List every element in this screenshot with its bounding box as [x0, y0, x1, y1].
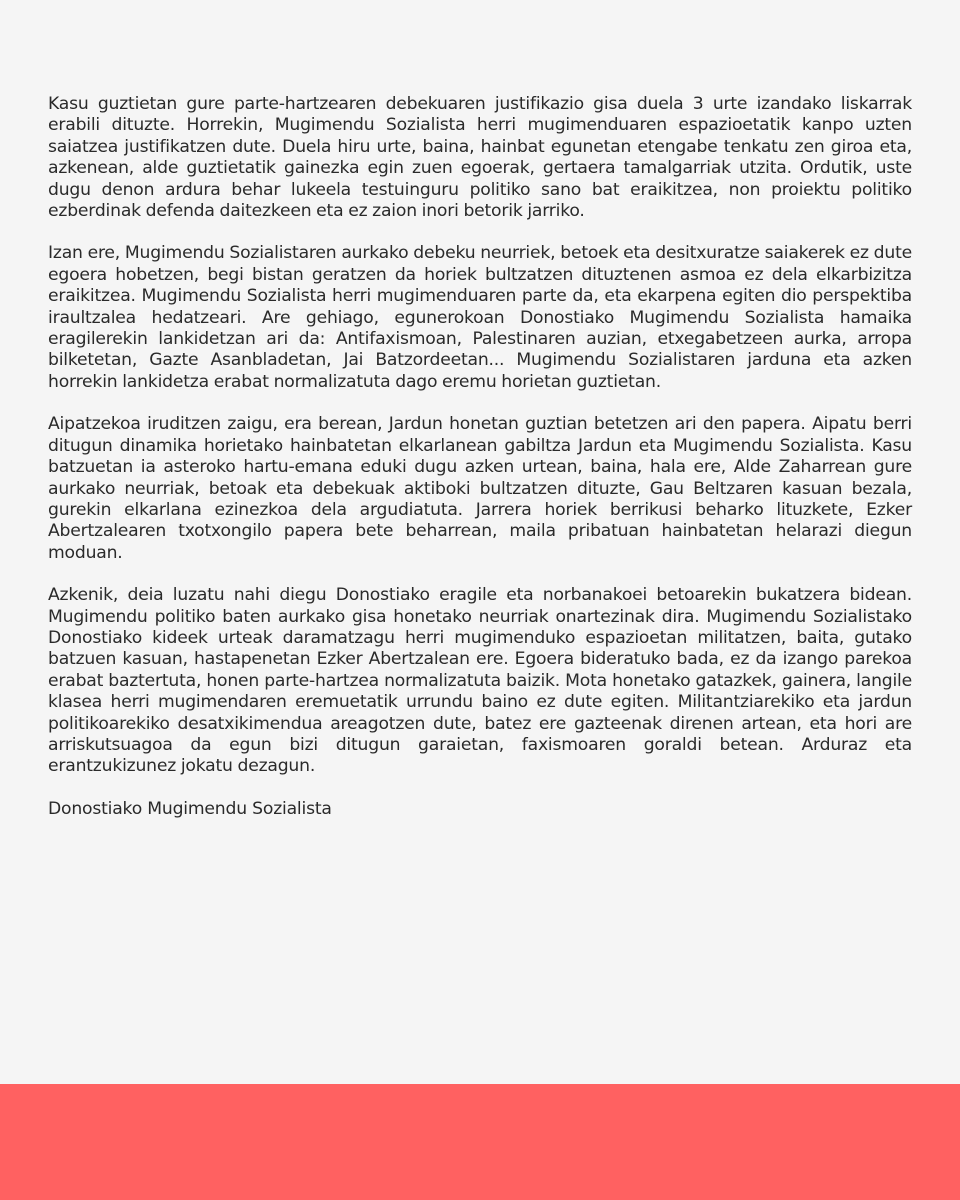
paragraph-3: Aipatzekoa iruditzen zaigu, era berean, Jardun honetan guztian betetzen ari den papera. Aipatu berri ditugun dinamika horietako hainbatetan elkarlanean gabiltza Jardun eta Mugimendu Sozialista. Kasu batzuetan ia asteroko hartu-emana eduki dugu azken urtean, baina, hala ere, Alde Zaharrean gure aurkako neurriak, betoak eta debekuak aktiboki bultzatzen dituzte, Gau Beltzaren kasuan bezala, gurekin elkarlana ezinezkoa dela argudiatuta. Jarrera horiek berrikusi beharko lituzkete, Ezker Abertzalearen txotxongilo papera bete beharrean, maila pribatuan hainbatetan helarazi diegun moduan. [48, 414, 912, 563]
paragraph-2: Izan ere, Mugimendu Sozialistaren aurkako debeku neurriek, betoek eta desitxuratze saiakerek ez dute egoera hobetzen, begi bistan geratzen da horiek bultzatzen dituztenen asmoa ez dela elkarbizitza eraikitzea. Mugimendu Sozialista herri mugimenduaren parte da, eta ekarpena egiten dio perspektiba iraultzalea hedatzeari. Are gehiago, egunerokoan Donostiako Mugimendu Sozialista hamaika eragilerekin lankidetzan ari da: Antifaxismoan, Palestinaren auzian, etxegabetzeen aurka, arropa bilketetan, Gazte Asanbladetan, Jai Batzordeetan... Mugimendu Sozialistaren jarduna eta azken horrekin lankidetza erabat normalizatuta dago eremu horietan guztietan. [48, 243, 912, 392]
footer-color-band [0, 1084, 960, 1200]
paragraph-4: Azkenik, deia luzatu nahi diegu Donostiako eragile eta norbanakoei betoarekin bukatzera bidean. Mugimendu politiko baten aurkako gisa honetako neurriak onartezinak dira. Mugimendu Sozialistako Donostiako kideek urteak daramatzagu herri mugimenduko espazioetan militatzen, baita, gutako batzuen kasuan, hastapenetan Ezker Abertzalean ere. Egoera bideratuko bada, ez da izango parekoa erabat baztertuta, honen parte-hartzea normalizatuta baizik. Mota honetako gatazkek, gainera, langile klasea herri mugimendaren eremuetatik urrundu baino ez dute egiten. Militantziarekiko eta jardun politikoarekiko desatxikimendua areagotzen dute, batez ere gazteenak direnen artean, eta hori are arriskutsuagoa da egun bizi ditugun garaietan, faxismoaren goraldi betean. Arduraz eta erantzukizunez jokatu dezagun. [48, 585, 912, 777]
signature: Donostiako Mugimendu Sozialista [48, 798, 332, 819]
paragraph-1: Kasu guztietan gure parte-hartzearen debekuaren justifikazio gisa duela 3 urte izandako liskarrak erabili dituzte. Horrekin, Mugimendu Sozialista herri mugimenduaren espazioetatik kanpo uzten saiatzea justifikatzen dute. Duela hiru urte, baina, hainbat egunetan etengabe tenkatu zen giroa eta, azkenean, alde guztietatik gainezka egin zuen egoerak, gertaera tamalgarriak utzita. Ordutik, uste dugu denon ardura behar lukeela testuinguru politiko sano bat eraikitzea, non proiektu politiko ezberdinak defenda daitezkeen eta ez zaion inori betorik jarriko. [48, 94, 912, 222]
